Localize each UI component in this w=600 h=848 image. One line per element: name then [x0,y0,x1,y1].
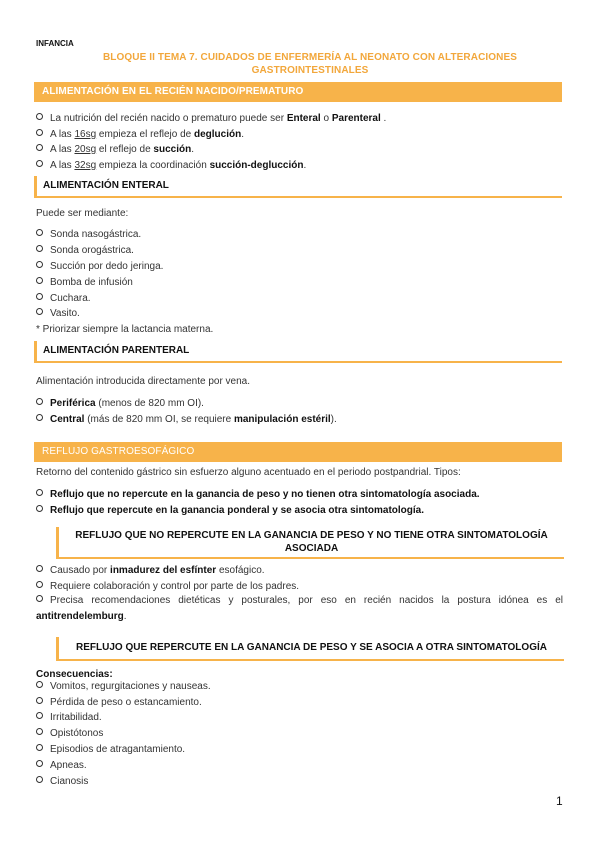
bullet-icon [36,581,43,588]
bullet-icon [36,760,43,767]
section-heading-alimentacion-parenteral: ALIMENTACIÓN PARENTERAL [34,341,562,363]
bullet-icon [36,229,43,236]
bullet-icon [36,144,43,151]
list-item: Cuchara. [36,292,91,305]
title-line-1: BLOQUE II TEMA 7. CUIDADOS DE ENFERMERÍA AL NEONATO CON ALTERACIONES [102,52,518,63]
list-item: A las 16sg empieza el reflejo de deglución. [36,128,244,141]
list-item: Precisa recomendaciones dietéticas y posturales, por eso en recién nacidos la postura idónea es el antitrendelemburg. [36,595,563,622]
list-item: Pérdida de peso o estancamiento. [36,696,202,709]
section-intro: Puede ser mediante: [36,208,129,219]
list-item: Reflujo que repercute en la ganancia ponderal y se asocia otra sintomatología. [36,504,424,517]
list-item: A las 20sg el reflejo de succión. [36,143,194,156]
bullet-icon [36,681,43,688]
bullet-icon [36,414,43,421]
list-item: Sonda nasogástrica. [36,228,141,241]
bullet-icon [36,697,43,704]
section-intro: Retorno del contenido gástrico sin esfuerzo alguno acentuado en el periodo postpandrial. Tipos: [36,467,461,478]
bullet-icon [36,113,43,120]
list-item: Causado por inmadurez del esfínter esofágico. [36,564,265,577]
bullet-icon [36,505,43,512]
bullet-icon [36,744,43,751]
bullet-icon [36,776,43,783]
section-heading-alimentacion-recien-nacido: ALIMENTACIÓN EN EL RECIÉN NACIDO/PREMATURO [34,82,562,102]
bullet-icon [36,712,43,719]
list-item: Opistótonos [36,727,103,740]
list-item: Apneas. [36,759,87,772]
section-intro: Alimentación introducida directamente por vena. [36,376,251,387]
consequences-label: Consecuencias: [36,669,113,680]
bullet-icon [36,728,43,735]
bullet-icon [36,129,43,136]
list-item: A las 32sg empieza la coordinación succión-deglucción. [36,159,306,172]
list-item: Bomba de infusión [36,276,133,289]
list-item: Episodios de atragantamiento. [36,743,185,756]
bullet-icon [36,308,43,315]
bullet-icon [36,398,43,405]
list-item: Vomitos, regurgitaciones y nauseas. [36,680,211,693]
list-item: Reflujo que no repercute en la ganancia de peso y no tienen otra sintomatología asociada. [36,488,480,501]
bullet-icon [36,160,43,167]
subsection-heading-reflujo-no-repercute: REFLUJO QUE NO REPERCUTE EN LA GANANCIA DE PESO Y NO TIENE OTRA SINTOMATOLOGÍA ASOCIADA [56,527,564,559]
bullet-icon [36,565,43,572]
document-title [60,51,560,77]
list-item: Vasito. [36,307,80,320]
bullet-icon [36,261,43,268]
list-item: Sonda orogástrica. [36,244,134,257]
course-label: INFANCIA [36,39,74,48]
list-item: Central (más de 820 mm OI, se requiere manipulación estéril). [36,413,337,426]
footnote: * Priorizar siempre la lactancia materna. [36,324,214,335]
bullet-icon [36,595,43,602]
page-number: 1 [556,794,563,808]
list-item: Periférica (menos de 820 mm OI). [36,397,204,410]
section-heading-alimentacion-enteral: ALIMENTACIÓN ENTERAL [34,176,562,198]
bullet-icon [36,245,43,252]
list-item: La nutrición del recién nacido o prematuro puede ser Enteral o Parenteral . [36,112,386,125]
list-item: Requiere colaboración y control por parte de los padres. [36,580,299,593]
bullet-icon [36,489,43,496]
subsection-heading-reflujo-repercute: REFLUJO QUE REPERCUTE EN LA GANANCIA DE PESO Y SE ASOCIA A OTRA SINTOMATOLOGÍA [56,637,564,661]
list-item: Irritabilidad. [36,711,102,724]
list-item: Cianosis [36,775,88,788]
bullet-icon [36,277,43,284]
title-line-2: GASTROINTESTINALES [251,65,369,76]
section-heading-reflujo-gastroesofagico: REFLUJO GASTROESOFÁGICO [34,442,562,462]
bullet-icon [36,293,43,300]
list-item: Succión por dedo jeringa. [36,260,163,273]
